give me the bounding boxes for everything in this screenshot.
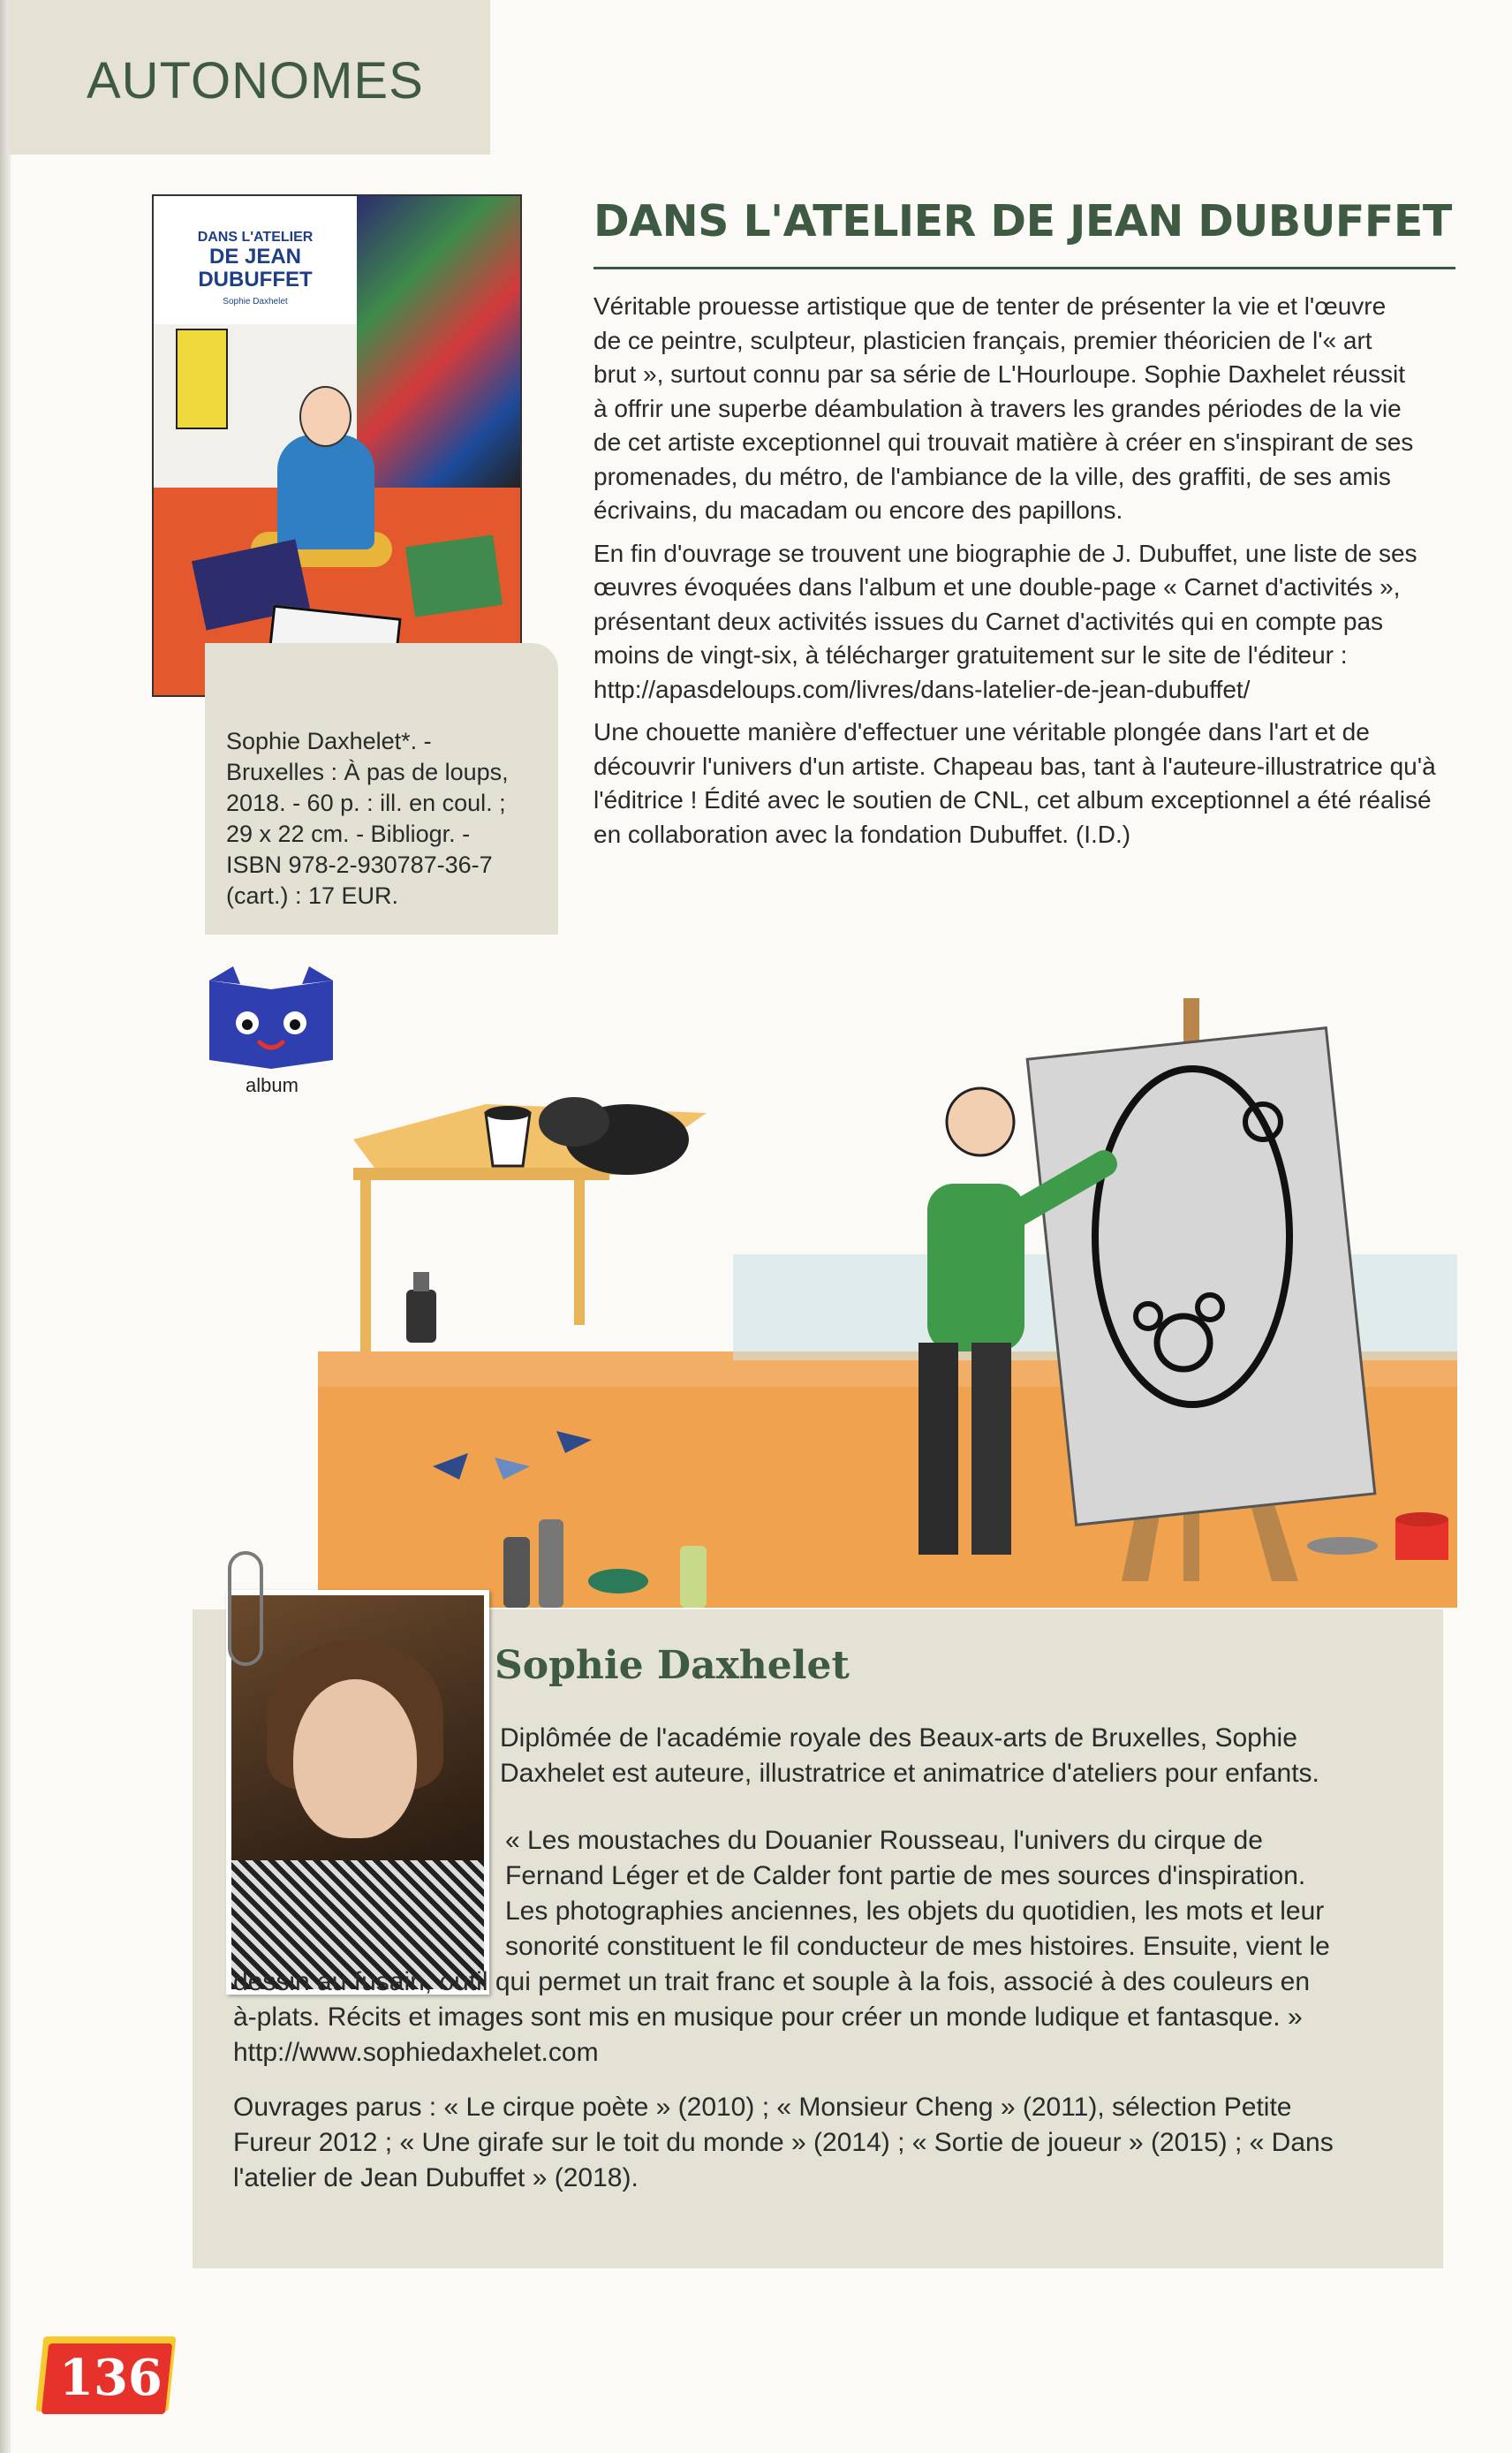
author-photo [226,1590,489,1995]
body-line: moins de vingt-six, à télécharger gratuitement sur le site de l'éditeur : [593,641,1348,669]
page-number-badge [40,2336,181,2420]
cover-author: Sophie Daxhelet [223,297,288,307]
author-quote-continued [233,1965,1310,2071]
quote-line: Fernand Léger et de Calder font partie de mes sources d'inspiration. [505,1861,1306,1890]
book-cover-image [152,194,522,697]
cover-painter-figure [299,386,352,447]
body-line: à offrir une superbe déambulation à travers les grandes périodes de la vie [593,394,1402,422]
author-bio [500,1721,1319,1791]
body-line: présentant deux activités issues du Carnet d'activités qui en compte pas [593,607,1384,635]
cover-title-line2: DE JEAN [208,245,302,269]
body-line: En fin d'ouvrage se trouvent une biographie de J. Dubuffet, une liste de ses [593,539,1418,567]
article-body [593,290,1441,852]
author-works [233,2090,1334,2196]
page-number: 136 [59,2349,163,2407]
bio-line: Daxhelet est auteure, illustratrice et animatrice d'ateliers pour enfants. [500,1759,1319,1788]
paperclip-icon [228,1551,263,1666]
painter-illustration [203,972,1457,1608]
article-title: DANS L'ATELIER DE JEAN DUBUFFET [593,196,1452,246]
reference-line: Bruxelles : À pas de loups, [226,759,509,785]
body-line: l'éditrice ! Édité avec le soutien de CNL, cet album exceptionnel a été réalisé [593,786,1432,814]
reference-line: ISBN 978-2-930787-36-7 [226,852,493,878]
cover-artwork-panel [357,196,520,488]
body-link[interactable]: http://apasdeloups.com/livres/dans-latelier-de-jean-dubuffet/ [593,675,1251,703]
quote-line: dessin au fusain, outil qui permet un trait franc et souple à la fois, associé à des couleurs en [233,1967,1311,1996]
cover-title-line3: DUBUFFET [198,268,313,291]
title-divider [593,267,1455,269]
cover-title-line1: DANS L'ATELIER [197,230,314,245]
quote-line: « Les moustaches du Douanier Rousseau, l'univers du cirque de [505,1826,1263,1855]
quote-line: Les photographies anciennes, les objets du quotidien, les mots et leur [505,1897,1325,1926]
works-line: Fureur 2012 ; « Une girafe sur le toit du monde » (2014) ; « Sortie de joueur » (2015) ; « Dans [233,2128,1334,2157]
reference-line: 2018. - 60 p. : ill. en coul. ; [226,790,506,816]
body-line: œuvres évoquées dans l'album et une double-page « Carnet d'activités », [593,573,1401,601]
album-label: album [246,1074,299,1096]
body-line: de ce peintre, sculpteur, plasticien français, premier théoricien de l'« art [593,326,1372,354]
author-website-link[interactable]: http://www.sophiedaxhelet.com [233,2038,599,2067]
author-quote [505,1823,1330,1965]
quote-line: sonorité constituent le fil conducteur de mes histoires. Ensuite, vient le [505,1932,1330,1961]
body-line: brut », surtout connu par sa série de L'Hourloupe. Sophie Daxhelet réussit [593,360,1405,388]
author-name: Sophie Daxhelet [495,1643,850,1688]
works-line: Ouvrages parus : « Le cirque poète » (2010) ; « Monsieur Cheng » (2011), sélection Petite [233,2093,1292,2122]
body-line: promenades, du métro, de l'ambiance de la ville, des graffiti, de ses amis [593,462,1391,490]
works-line: l'atelier de Jean Dubuffet » (2018). [233,2163,639,2192]
body-line: découvrir l'univers d'un artiste. Chapeau bas, tant à l'auteure-illustratrice qu'à [593,752,1436,780]
reference-line: 29 x 22 cm. - Bibliogr. - [226,821,471,847]
cover-title-block [154,196,357,324]
section-title: AUTONOMES [87,52,424,110]
body-line: de cet artiste exceptionnel qui trouvait matière à créer en s'inspirant de ses [593,428,1414,456]
body-line: écrivains, du macadam ou encore des papillons. [593,496,1123,524]
quote-line: à-plats. Récits et images sont mis en musique pour créer un monde ludique et fantasque. » [233,2003,1303,2032]
bio-line: Diplômée de l'académie royale des Beaux-arts de Bruxelles, Sophie [500,1723,1297,1753]
body-line: en collaboration avec la fondation Dubuffet. (I.D.) [593,820,1131,848]
reference-line: (cart.) : 17 EUR. [226,882,399,909]
body-line: Véritable prouesse artistique que de tenter de présenter la vie et l'œuvre [593,292,1387,320]
bibliographic-reference [226,726,544,912]
page-gutter [0,0,11,2453]
reference-line: Sophie Daxhelet*. - [226,728,432,754]
body-line: Une chouette manière d'effectuer une véritable plongée dans l'art et de [593,718,1370,746]
